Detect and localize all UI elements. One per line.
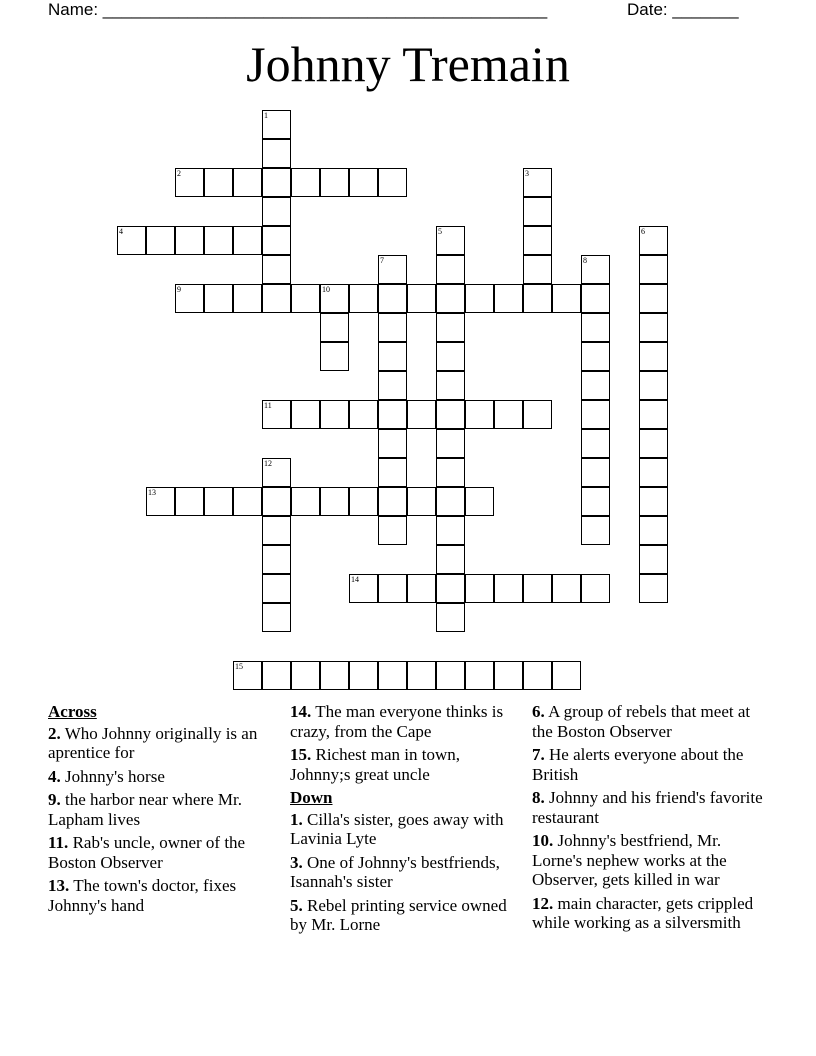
grid-cell[interactable] (262, 197, 291, 226)
grid-cell[interactable] (378, 400, 407, 429)
cell-number: 5 (438, 227, 442, 236)
down-heading: Down (290, 788, 333, 807)
grid-cell[interactable] (349, 661, 378, 690)
grid-cell[interactable] (262, 110, 291, 139)
grid-cell[interactable] (581, 342, 610, 371)
grid-cell[interactable] (436, 545, 465, 574)
grid-cell[interactable] (378, 313, 407, 342)
grid-cell[interactable] (320, 400, 349, 429)
grid-cell[interactable] (639, 458, 668, 487)
clue-down-5: 5. Rebel printing service owned by Mr. Lorne (290, 895, 507, 934)
grid-cell[interactable] (378, 458, 407, 487)
grid-cell[interactable] (262, 545, 291, 574)
grid-cell[interactable] (465, 487, 494, 516)
grid-cell[interactable] (320, 342, 349, 371)
grid-cell[interactable] (436, 487, 465, 516)
clue-down-12: 12. main character, gets crippled while working as a silversmith (532, 893, 754, 932)
grid-cell[interactable] (523, 226, 552, 255)
grid-cell[interactable] (378, 661, 407, 690)
grid-cell[interactable] (639, 429, 668, 458)
across-heading: Across (48, 702, 97, 721)
grid-cell[interactable] (523, 197, 552, 226)
clue-across-14: 14. The man everyone thinks is crazy, from the Cape (290, 702, 504, 741)
grid-cell[interactable] (262, 516, 291, 545)
grid-cell[interactable] (233, 487, 262, 516)
grid-cell[interactable] (291, 487, 320, 516)
grid-cell[interactable] (320, 284, 349, 313)
cell-number: 6 (641, 227, 645, 236)
grid-cell[interactable] (175, 284, 204, 313)
grid-cell[interactable] (523, 168, 552, 197)
grid-cell[interactable] (494, 284, 523, 313)
grid-cell[interactable] (407, 574, 436, 603)
grid-cell[interactable] (378, 429, 407, 458)
clue-down-8: 8. Johnny and his friend's favorite restaurant (532, 788, 763, 827)
grid-cell[interactable] (639, 226, 668, 255)
grid-cell[interactable] (639, 255, 668, 284)
cell-number: 8 (583, 256, 587, 265)
grid-cell[interactable] (204, 487, 233, 516)
grid-cell[interactable] (320, 487, 349, 516)
grid-cell[interactable] (378, 516, 407, 545)
grid-cell[interactable] (233, 226, 262, 255)
grid-cell[interactable] (262, 284, 291, 313)
grid-cell[interactable] (581, 255, 610, 284)
clue-across-15: 15. Richest man in town, Johnny;s great uncle (290, 745, 460, 784)
grid-cell[interactable] (639, 371, 668, 400)
grid-cell[interactable] (204, 168, 233, 197)
grid-cell[interactable] (581, 516, 610, 545)
grid-cell[interactable] (407, 661, 436, 690)
clue-down-10: 10. Johnny's bestfriend, Mr. Lorne's nephew works at the Observer, gets killed in war (532, 831, 727, 889)
grid-cell[interactable] (262, 487, 291, 516)
grid-cell[interactable] (378, 371, 407, 400)
grid-cell[interactable] (233, 661, 262, 690)
grid-cell[interactable] (378, 574, 407, 603)
grid-cell[interactable] (436, 371, 465, 400)
grid-cell[interactable] (291, 284, 320, 313)
clues-column-1 (48, 702, 280, 919)
grid-cell[interactable] (465, 284, 494, 313)
grid-cell[interactable] (581, 487, 610, 516)
grid-cell[interactable] (639, 342, 668, 371)
cell-number: 14 (351, 575, 359, 584)
grid-cell[interactable] (378, 284, 407, 313)
grid-cell[interactable] (262, 661, 291, 690)
grid-cell[interactable] (204, 284, 233, 313)
grid-cell[interactable] (146, 487, 175, 516)
grid-cell[interactable] (407, 400, 436, 429)
grid-cell[interactable] (320, 661, 349, 690)
clue-across-9: 9. the harbor near where Mr. Lapham lives (48, 790, 243, 829)
grid-cell[interactable] (581, 313, 610, 342)
name-line[interactable]: Name: _______________________________________________ (48, 0, 548, 19)
grid-cell[interactable] (465, 574, 494, 603)
clue-down-7: 7. He alerts everyone about the British (532, 745, 744, 784)
grid-cell[interactable] (639, 487, 668, 516)
grid-cell[interactable] (639, 313, 668, 342)
clue-across-13: 13. The town's doctor, fixes Johnny's hand (48, 876, 237, 915)
grid-cell[interactable] (436, 429, 465, 458)
cell-number: 15 (235, 662, 243, 671)
clue-down-1: 1. Cilla's sister, goes away with Lavinia Lyte (290, 809, 504, 848)
grid-cell[interactable] (523, 574, 552, 603)
grid-cell[interactable] (436, 458, 465, 487)
grid-cell[interactable] (436, 603, 465, 632)
grid-cell[interactable] (378, 342, 407, 371)
grid-cell[interactable] (523, 255, 552, 284)
grid-cell[interactable] (436, 284, 465, 313)
cell-number: 4 (119, 227, 123, 236)
grid-cell[interactable] (436, 516, 465, 545)
cell-number: 12 (264, 459, 272, 468)
grid-cell[interactable] (407, 487, 436, 516)
grid-cell[interactable] (407, 284, 436, 313)
grid-cell[interactable] (436, 255, 465, 284)
clues-column-2 (290, 702, 522, 939)
cell-number: 2 (177, 169, 181, 178)
grid-cell[interactable] (117, 226, 146, 255)
clue-down-3: 3. One of Johnny's bestfriends, Isannah's sister (290, 852, 500, 891)
grid-cell[interactable] (349, 284, 378, 313)
cell-number: 1 (264, 111, 268, 120)
grid-cell[interactable] (262, 458, 291, 487)
grid-cell[interactable] (523, 284, 552, 313)
grid-cell[interactable] (233, 284, 262, 313)
cell-number: 10 (322, 285, 330, 294)
grid-cell[interactable] (291, 168, 320, 197)
grid-cell[interactable] (378, 487, 407, 516)
clues-column-3 (532, 702, 772, 937)
grid-cell[interactable] (349, 168, 378, 197)
grid-cell[interactable] (320, 168, 349, 197)
grid-cell[interactable] (262, 255, 291, 284)
puzzle-title: Johnny Tremain (246, 36, 570, 92)
grid-cell[interactable] (349, 400, 378, 429)
grid-cell[interactable] (204, 226, 233, 255)
grid-cell[interactable] (494, 574, 523, 603)
grid-cell[interactable] (639, 545, 668, 574)
cell-number: 7 (380, 256, 384, 265)
grid-cell[interactable] (262, 226, 291, 255)
clue-across-4: 4. Johnny's horse (48, 766, 165, 786)
grid-cell[interactable] (262, 139, 291, 168)
grid-cell[interactable] (349, 487, 378, 516)
cell-number: 3 (525, 169, 529, 178)
clue-down-6: 6. A group of rebels that meet at the Boston Observer (532, 702, 751, 741)
grid-cell[interactable] (465, 661, 494, 690)
grid-cell[interactable] (552, 574, 581, 603)
grid-cell[interactable] (465, 400, 494, 429)
grid-cell[interactable] (175, 168, 204, 197)
grid-cell[interactable] (436, 400, 465, 429)
grid-cell[interactable] (639, 516, 668, 545)
grid-cell[interactable] (378, 168, 407, 197)
clue-across-11: 11. Rab's uncle, owner of the Boston Observer (48, 833, 246, 872)
grid-cell[interactable] (262, 603, 291, 632)
grid-cell[interactable] (494, 400, 523, 429)
grid-cell[interactable] (552, 284, 581, 313)
grid-cell[interactable] (378, 255, 407, 284)
grid-cell[interactable] (523, 400, 552, 429)
grid-cell[interactable] (291, 661, 320, 690)
clue-across-2: 2. Who Johnny originally is an aprentice for (48, 723, 258, 762)
grid-cell[interactable] (233, 168, 262, 197)
grid-cell[interactable] (262, 168, 291, 197)
grid-cell[interactable] (581, 400, 610, 429)
grid-cell[interactable] (175, 226, 204, 255)
grid-cell[interactable] (581, 371, 610, 400)
cell-number: 13 (148, 488, 156, 497)
grid-cell[interactable] (436, 574, 465, 603)
grid-cell[interactable] (494, 661, 523, 690)
grid-cell[interactable] (262, 400, 291, 429)
grid-cell[interactable] (581, 458, 610, 487)
grid-cell[interactable] (639, 574, 668, 603)
grid-cell[interactable] (523, 661, 552, 690)
grid-cell[interactable] (581, 574, 610, 603)
grid-cell[interactable] (436, 313, 465, 342)
grid-cell[interactable] (436, 342, 465, 371)
grid-cell[interactable] (639, 284, 668, 313)
grid-cell[interactable] (552, 661, 581, 690)
grid-cell[interactable] (349, 574, 378, 603)
grid-cell[interactable] (320, 313, 349, 342)
cell-number: 9 (177, 285, 181, 294)
grid-cell[interactable] (262, 574, 291, 603)
cell-number: 11 (264, 401, 272, 410)
grid-cell[interactable] (581, 429, 610, 458)
grid-cell[interactable] (175, 487, 204, 516)
grid-cell[interactable] (436, 661, 465, 690)
grid-cell[interactable] (291, 400, 320, 429)
grid-cell[interactable] (581, 284, 610, 313)
grid-cell[interactable] (146, 226, 175, 255)
grid-cell[interactable] (436, 226, 465, 255)
date-line[interactable]: Date: _______ (627, 0, 739, 19)
grid-cell[interactable] (639, 400, 668, 429)
